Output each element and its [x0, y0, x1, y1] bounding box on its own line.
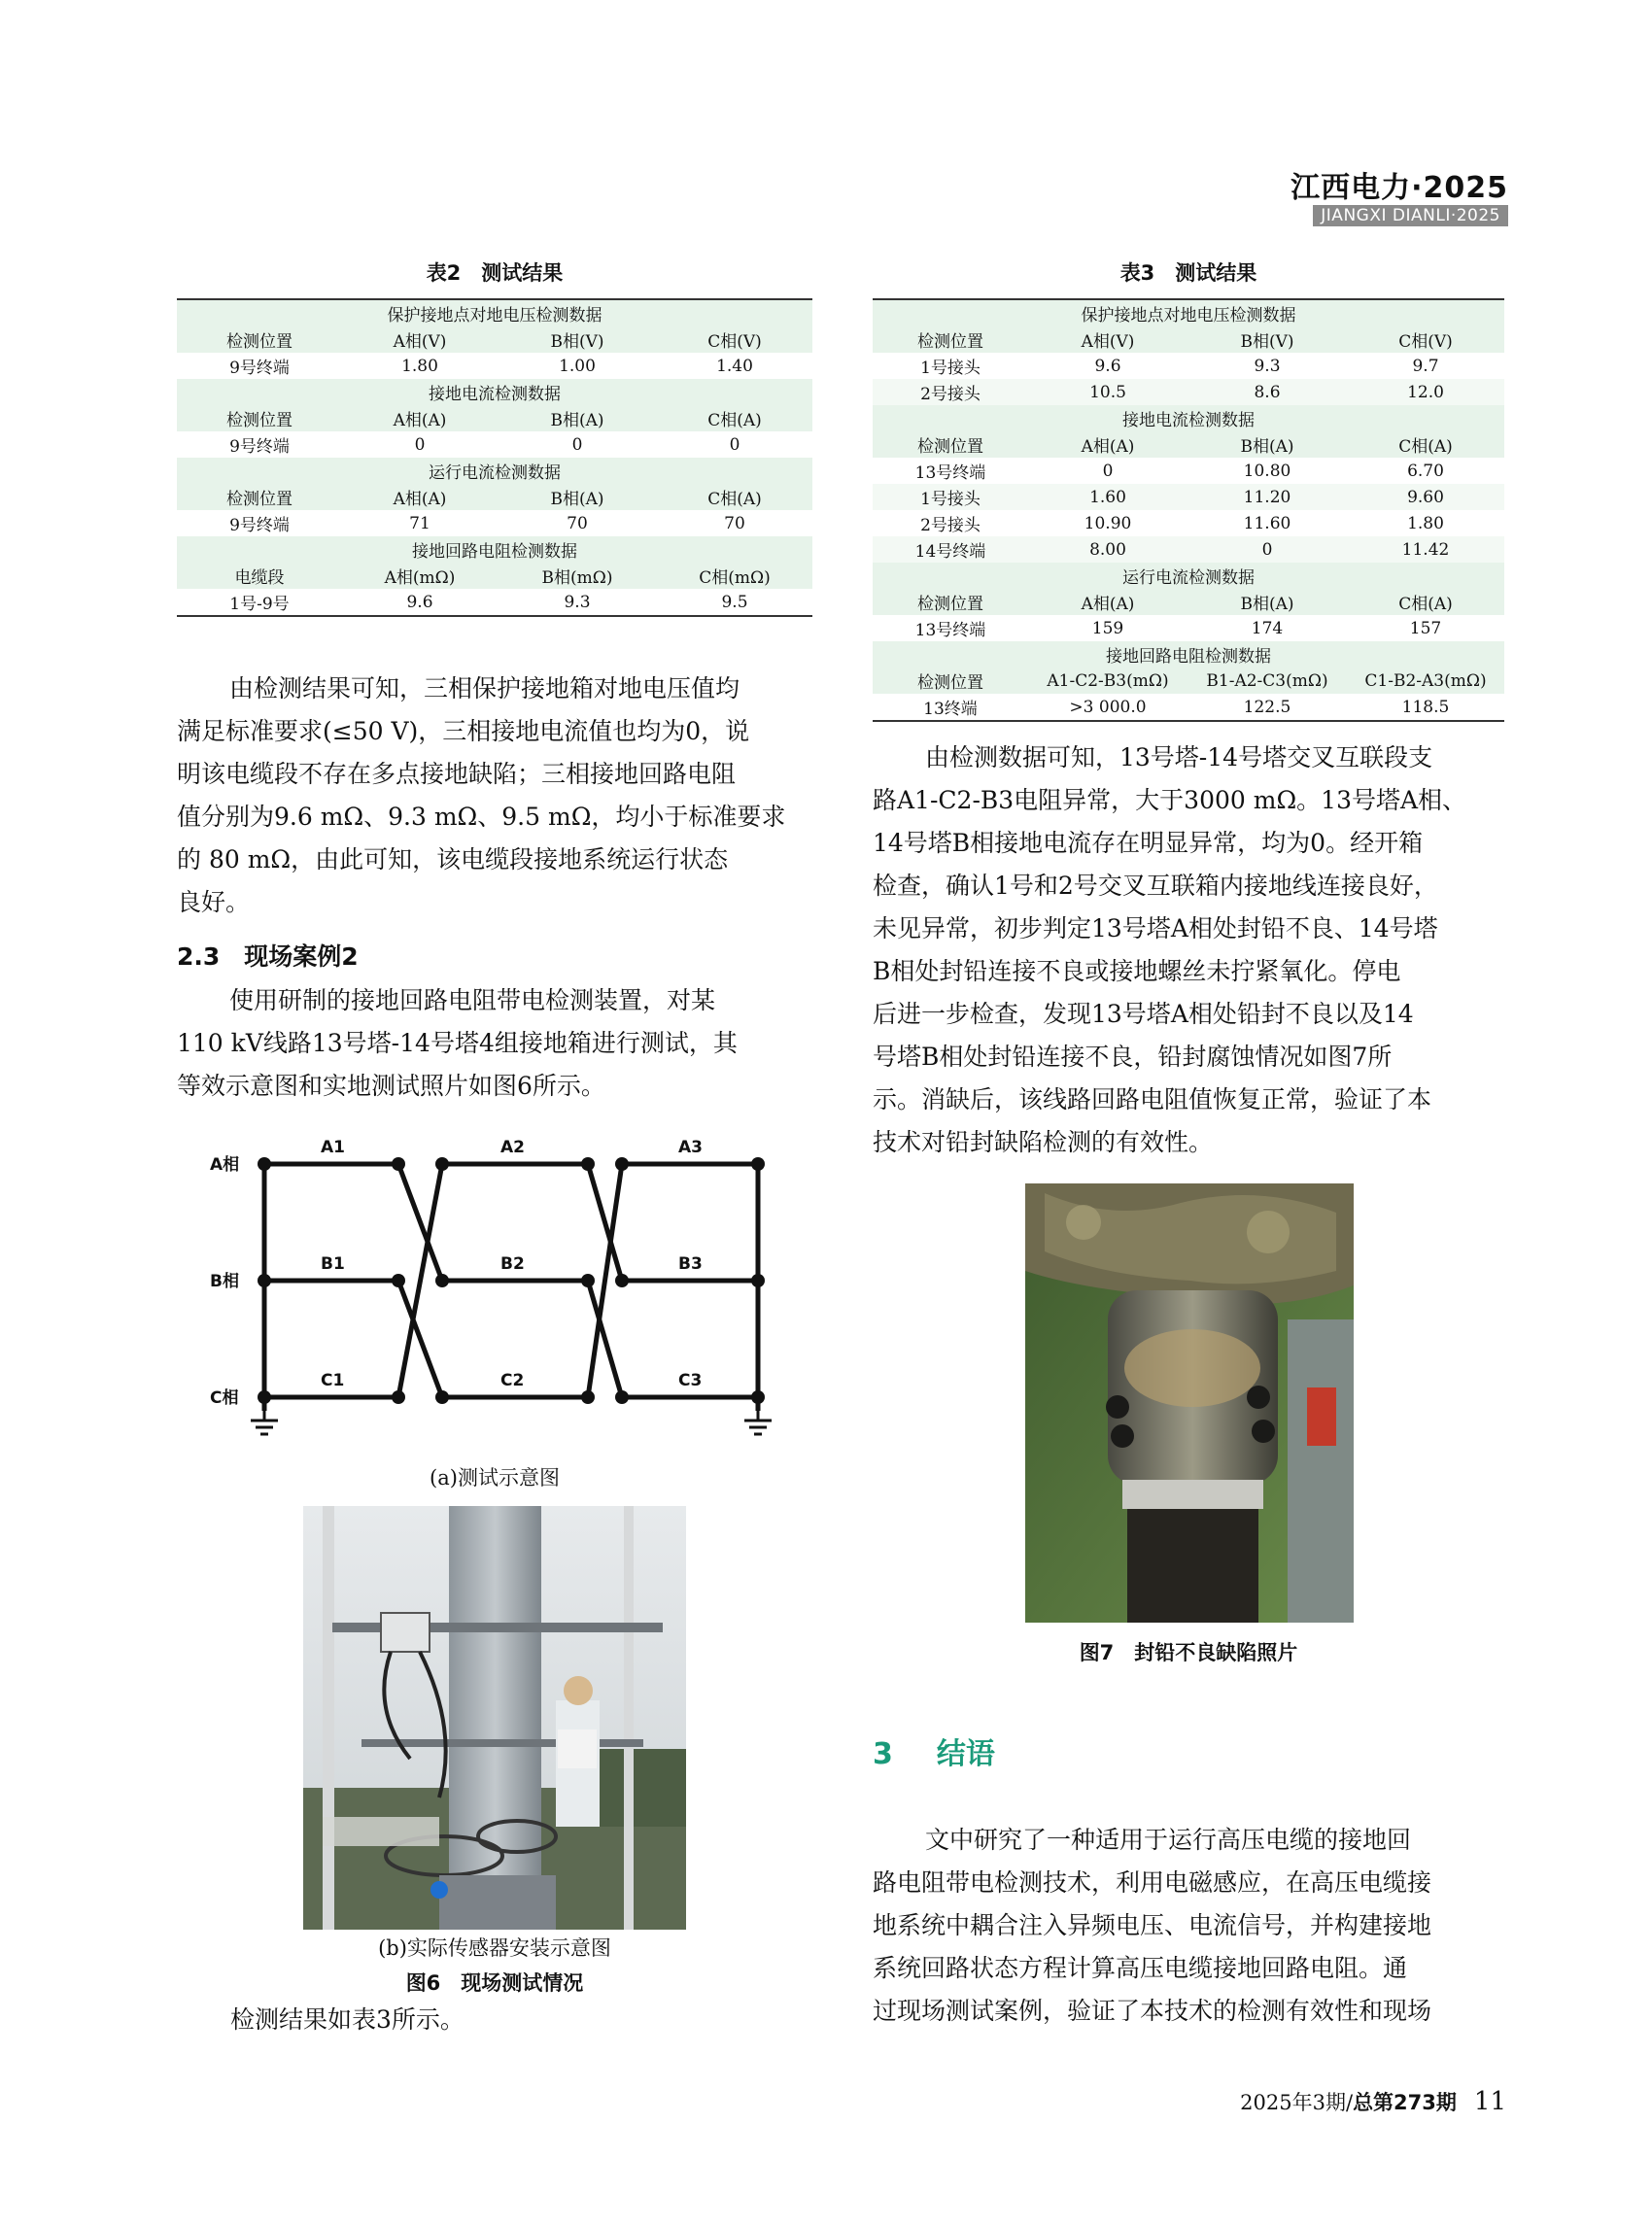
- table3-cell: 12.0: [1347, 379, 1504, 405]
- text-line: 示。消缺后，该线路回路电阻值恢复正常，验证了本: [873, 1085, 1432, 1113]
- table3-cell: 13终端: [873, 694, 1028, 721]
- text-line: 检查，确认1号和2号交叉互联箱内接地线连接良好，: [873, 872, 1438, 900]
- table3-column-header: A1-C2-B3(mΩ): [1028, 668, 1187, 694]
- table2-cell: 70: [657, 510, 812, 536]
- table2-section-title: 接地回路电阻检测数据: [177, 536, 812, 563]
- table3-cell: 9.60: [1347, 484, 1504, 510]
- table2-cell: 9.3: [498, 589, 657, 616]
- table3-cell: 1.60: [1028, 484, 1187, 510]
- table3-cell: 10.80: [1187, 458, 1347, 484]
- table3-row: [873, 484, 1504, 510]
- table3-caption: 表3 测试结果: [1119, 261, 1257, 285]
- table2-column-header: 检测位置: [177, 326, 342, 353]
- table3-cell: 1号接头: [873, 484, 1028, 510]
- table3-cell: 10.90: [1028, 510, 1187, 536]
- table3-column-header: 检测位置: [873, 589, 1028, 615]
- table2-cell: 9号终端: [177, 353, 342, 379]
- table3-column-header: A相(A): [1028, 431, 1187, 458]
- node-a1: A1: [321, 1138, 345, 1157]
- fig6b-caption: (b)实际传感器安装示意图: [378, 1936, 611, 1960]
- table3: [873, 298, 1504, 722]
- table3-cell: 13号终端: [873, 458, 1028, 484]
- table3-cell: 159: [1028, 615, 1187, 641]
- table2-section-title: 接地电流检测数据: [177, 379, 812, 405]
- table3-cell: 1号接头: [873, 353, 1028, 379]
- table2-column-header: A相(A): [342, 405, 498, 431]
- table2-row: [177, 353, 812, 379]
- table3-row: [873, 379, 1504, 405]
- text-line: 良好。: [177, 888, 251, 916]
- journal-title: 江西电力·2025: [1291, 171, 1508, 205]
- table3-cell: >3 000.0: [1028, 694, 1187, 721]
- table2-cell: 9.6: [342, 589, 498, 616]
- table2-cell: 0: [498, 431, 657, 458]
- node-b2: B2: [500, 1254, 525, 1274]
- table3-column-header: B相(A): [1187, 431, 1347, 458]
- left-paragraph-1: [177, 668, 812, 924]
- table3-cell: 8.00: [1028, 536, 1187, 563]
- table2-row: [177, 431, 812, 458]
- phase-c-label: C相: [210, 1388, 239, 1408]
- table3-cell: 118.5: [1347, 694, 1504, 721]
- table2-column-header: 电缆段: [177, 563, 342, 589]
- text-line: 满足标准要求(≤50 V)，三相接地电流值也均为0，说: [177, 717, 750, 745]
- fig7-caption: 图7 封铅不良缺陷照片: [1079, 1641, 1298, 1664]
- fig6a-caption: (a)测试示意图: [430, 1466, 560, 1490]
- table3-section-title: 运行电流检测数据: [873, 563, 1504, 589]
- table2-column-header: B相(V): [498, 326, 657, 353]
- text-line: 路电阻带电检测技术，利用电磁感应，在高压电缆接: [873, 1868, 1432, 1897]
- left-final-sentence: 检测结果如表3所示。: [230, 2005, 465, 2034]
- table3-column-header: C1-B2-A3(mΩ): [1347, 668, 1504, 694]
- footer-issue: 2025年3期/: [1240, 2091, 1354, 2114]
- table3-cell: 2号接头: [873, 379, 1028, 405]
- table2-cell: 0: [657, 431, 812, 458]
- table2-cell: 71: [342, 510, 498, 536]
- table2-cell: 1.80: [342, 353, 498, 379]
- text-line: 由检测数据可知，13号塔-14号塔交叉互联段支: [925, 743, 1433, 771]
- table3-column-header: A相(A): [1028, 589, 1187, 615]
- table2-column-header: A相(V): [342, 326, 498, 353]
- table3-row: [873, 510, 1504, 536]
- table3-column-header: B相(A): [1187, 589, 1347, 615]
- text-line: 后进一步检查，发现13号塔A相处铅封不良以及14: [873, 1000, 1414, 1028]
- table2-cell: 9.5: [657, 589, 812, 616]
- table2-column-header: B相(A): [498, 405, 657, 431]
- section-2-3-heading: 2.3 现场案例2: [177, 942, 359, 971]
- table2-column-header: B相(A): [498, 484, 657, 510]
- lead-seal-defect-photo: [1025, 1183, 1354, 1623]
- node-c1: C1: [321, 1371, 345, 1390]
- table2-cell: 1号-9号: [177, 589, 342, 616]
- table3-column-header: C相(V): [1347, 326, 1504, 353]
- section-3-heading: [873, 1729, 995, 1772]
- table3-cell: 2号接头: [873, 510, 1028, 536]
- page-number: 11: [1473, 2087, 1506, 2116]
- table3-column-header: B1-A2-C3(mΩ): [1187, 668, 1347, 694]
- table2-column-header: C相(mΩ): [657, 563, 812, 589]
- table3-column-header: 检测位置: [873, 431, 1028, 458]
- table2-cell: 9号终端: [177, 431, 342, 458]
- text-line: 路A1-C2-B3电阻异常，大于3000 mΩ。13号塔A相、: [873, 786, 1467, 814]
- table2-cell: 1.40: [657, 353, 812, 379]
- table3-row: [873, 353, 1504, 379]
- text-line: 系统回路状态方程计算高压电缆接地回路电阻。通: [873, 1954, 1408, 1982]
- table3-column-header: B相(V): [1187, 326, 1347, 353]
- text-line: 文中研究了一种适用于运行高压电缆的接地回: [925, 1826, 1412, 1854]
- node-c2: C2: [500, 1371, 525, 1390]
- table2-column-header: B相(mΩ): [498, 563, 657, 589]
- table2-column-header: A相(A): [342, 484, 498, 510]
- text-line: 等效示意图和实地测试照片如图6所示。: [177, 1072, 605, 1100]
- right-paragraph-1: [873, 736, 1504, 1164]
- text-line: 由检测结果可知，三相保护接地箱对地电压值均: [229, 674, 740, 702]
- node-b1: B1: [321, 1254, 345, 1274]
- table3-row: [873, 694, 1504, 721]
- phase-b-label: B相: [210, 1272, 239, 1291]
- page-footer: [1240, 2087, 1506, 2116]
- footer-total: 总第273期: [1353, 2091, 1457, 2114]
- table2-cell: 70: [498, 510, 657, 536]
- table3-cell: 1.80: [1347, 510, 1504, 536]
- section-3-number: 3: [873, 1737, 893, 1771]
- text-line: 未见异常，初步判定13号塔A相处封铅不良、14号塔: [873, 914, 1438, 942]
- journal-subtitle: JIANGXI DIANLI·2025: [1313, 205, 1508, 226]
- table2-row: [177, 510, 812, 536]
- table3-section-title: 保护接地点对地电压检测数据: [873, 299, 1504, 326]
- node-a3: A3: [678, 1138, 703, 1157]
- table3-cell: 0: [1028, 458, 1187, 484]
- table3-column-header: A相(V): [1028, 326, 1187, 353]
- text-line: 明该电缆段不存在多点接地缺陷；三相接地回路电阻: [177, 760, 737, 788]
- table3-section-title: 接地回路电阻检测数据: [873, 641, 1504, 668]
- table3-cell: 9.7: [1347, 353, 1504, 379]
- table3-cell: 14号终端: [873, 536, 1028, 563]
- table3-column-header: C相(A): [1347, 589, 1504, 615]
- text-line: B相处封铅连接不良或接地螺丝未拧紧氧化。停电: [873, 957, 1401, 985]
- table3-cell: 11.42: [1347, 536, 1504, 563]
- table3-cell: 174: [1187, 615, 1347, 641]
- text-line: 值分别为9.6 mΩ、9.3 mΩ、9.5 mΩ，均小于标准要求: [177, 803, 786, 831]
- table3-cell: 0: [1187, 536, 1347, 563]
- table3-cell: 6.70: [1347, 458, 1504, 484]
- sensor-installation-photo: [303, 1506, 686, 1930]
- right-paragraph-2: [873, 1819, 1504, 2033]
- text-line: 的 80 mΩ，由此可知，该电缆段接地系统运行状态: [177, 845, 729, 873]
- table3-cell: 8.6: [1187, 379, 1347, 405]
- table2-column-header: 检测位置: [177, 405, 342, 431]
- table2-cell: 1.00: [498, 353, 657, 379]
- table3-cell: 9.6: [1028, 353, 1187, 379]
- text-line: 号塔B相处封铅连接不良，铅封腐蚀情况如图7所: [873, 1043, 1393, 1071]
- table3-row: [873, 458, 1504, 484]
- table3-cell: 11.60: [1187, 510, 1347, 536]
- text-line: 使用研制的接地回路电阻带电检测装置，对某: [229, 986, 716, 1014]
- table3-row: [873, 615, 1504, 641]
- grounding-loop-diagram: [204, 1129, 797, 1459]
- section-3-title: 结语: [936, 1737, 995, 1771]
- node-a2: A2: [500, 1138, 525, 1157]
- fig6-caption: 图6 现场测试情况: [405, 1971, 584, 1995]
- node-b3: B3: [678, 1254, 703, 1274]
- table2-column-header: 检测位置: [177, 484, 342, 510]
- table3-column-header: 检测位置: [873, 668, 1028, 694]
- left-paragraph-2: [177, 979, 812, 1108]
- table3-column-header: 检测位置: [873, 326, 1028, 353]
- table2: [177, 298, 812, 617]
- text-line: 过现场测试案例，验证了本技术的检测有效性和现场: [873, 1997, 1432, 2025]
- table3-section-title: 接地电流检测数据: [873, 405, 1504, 431]
- table3-column-header: C相(A): [1347, 431, 1504, 458]
- table2-row: [177, 589, 812, 616]
- table2-column-header: C相(A): [657, 484, 812, 510]
- text-line: 110 kV线路13号塔-14号塔4组接地箱进行测试，其: [177, 1029, 738, 1057]
- phase-a-label: A相: [210, 1155, 240, 1175]
- text-line: 技术对铅封缺陷检测的有效性。: [873, 1128, 1214, 1156]
- table3-row: [873, 536, 1504, 563]
- node-c3: C3: [678, 1371, 703, 1390]
- table2-section-title: 运行电流检测数据: [177, 458, 812, 484]
- table3-cell: 11.20: [1187, 484, 1347, 510]
- table2-column-header: C相(V): [657, 326, 812, 353]
- text-line: 14号塔B相接地电流存在明显异常，均为0。经开箱: [873, 829, 1424, 857]
- table3-cell: 9.3: [1187, 353, 1347, 379]
- text-line: 地系统中耦合注入异频电压、电流信号，并构建接地: [873, 1911, 1432, 1939]
- table2-section-title: 保护接地点对地电压检测数据: [177, 299, 812, 326]
- table3-cell: 122.5: [1187, 694, 1347, 721]
- table2-column-header: A相(mΩ): [342, 563, 498, 589]
- table2-cell: 9号终端: [177, 510, 342, 536]
- table3-cell: 10.5: [1028, 379, 1187, 405]
- table3-cell: 157: [1347, 615, 1504, 641]
- table2-caption: 表2 测试结果: [426, 261, 564, 285]
- table3-cell: 13号终端: [873, 615, 1028, 641]
- table2-cell: 0: [342, 431, 498, 458]
- table2-column-header: C相(A): [657, 405, 812, 431]
